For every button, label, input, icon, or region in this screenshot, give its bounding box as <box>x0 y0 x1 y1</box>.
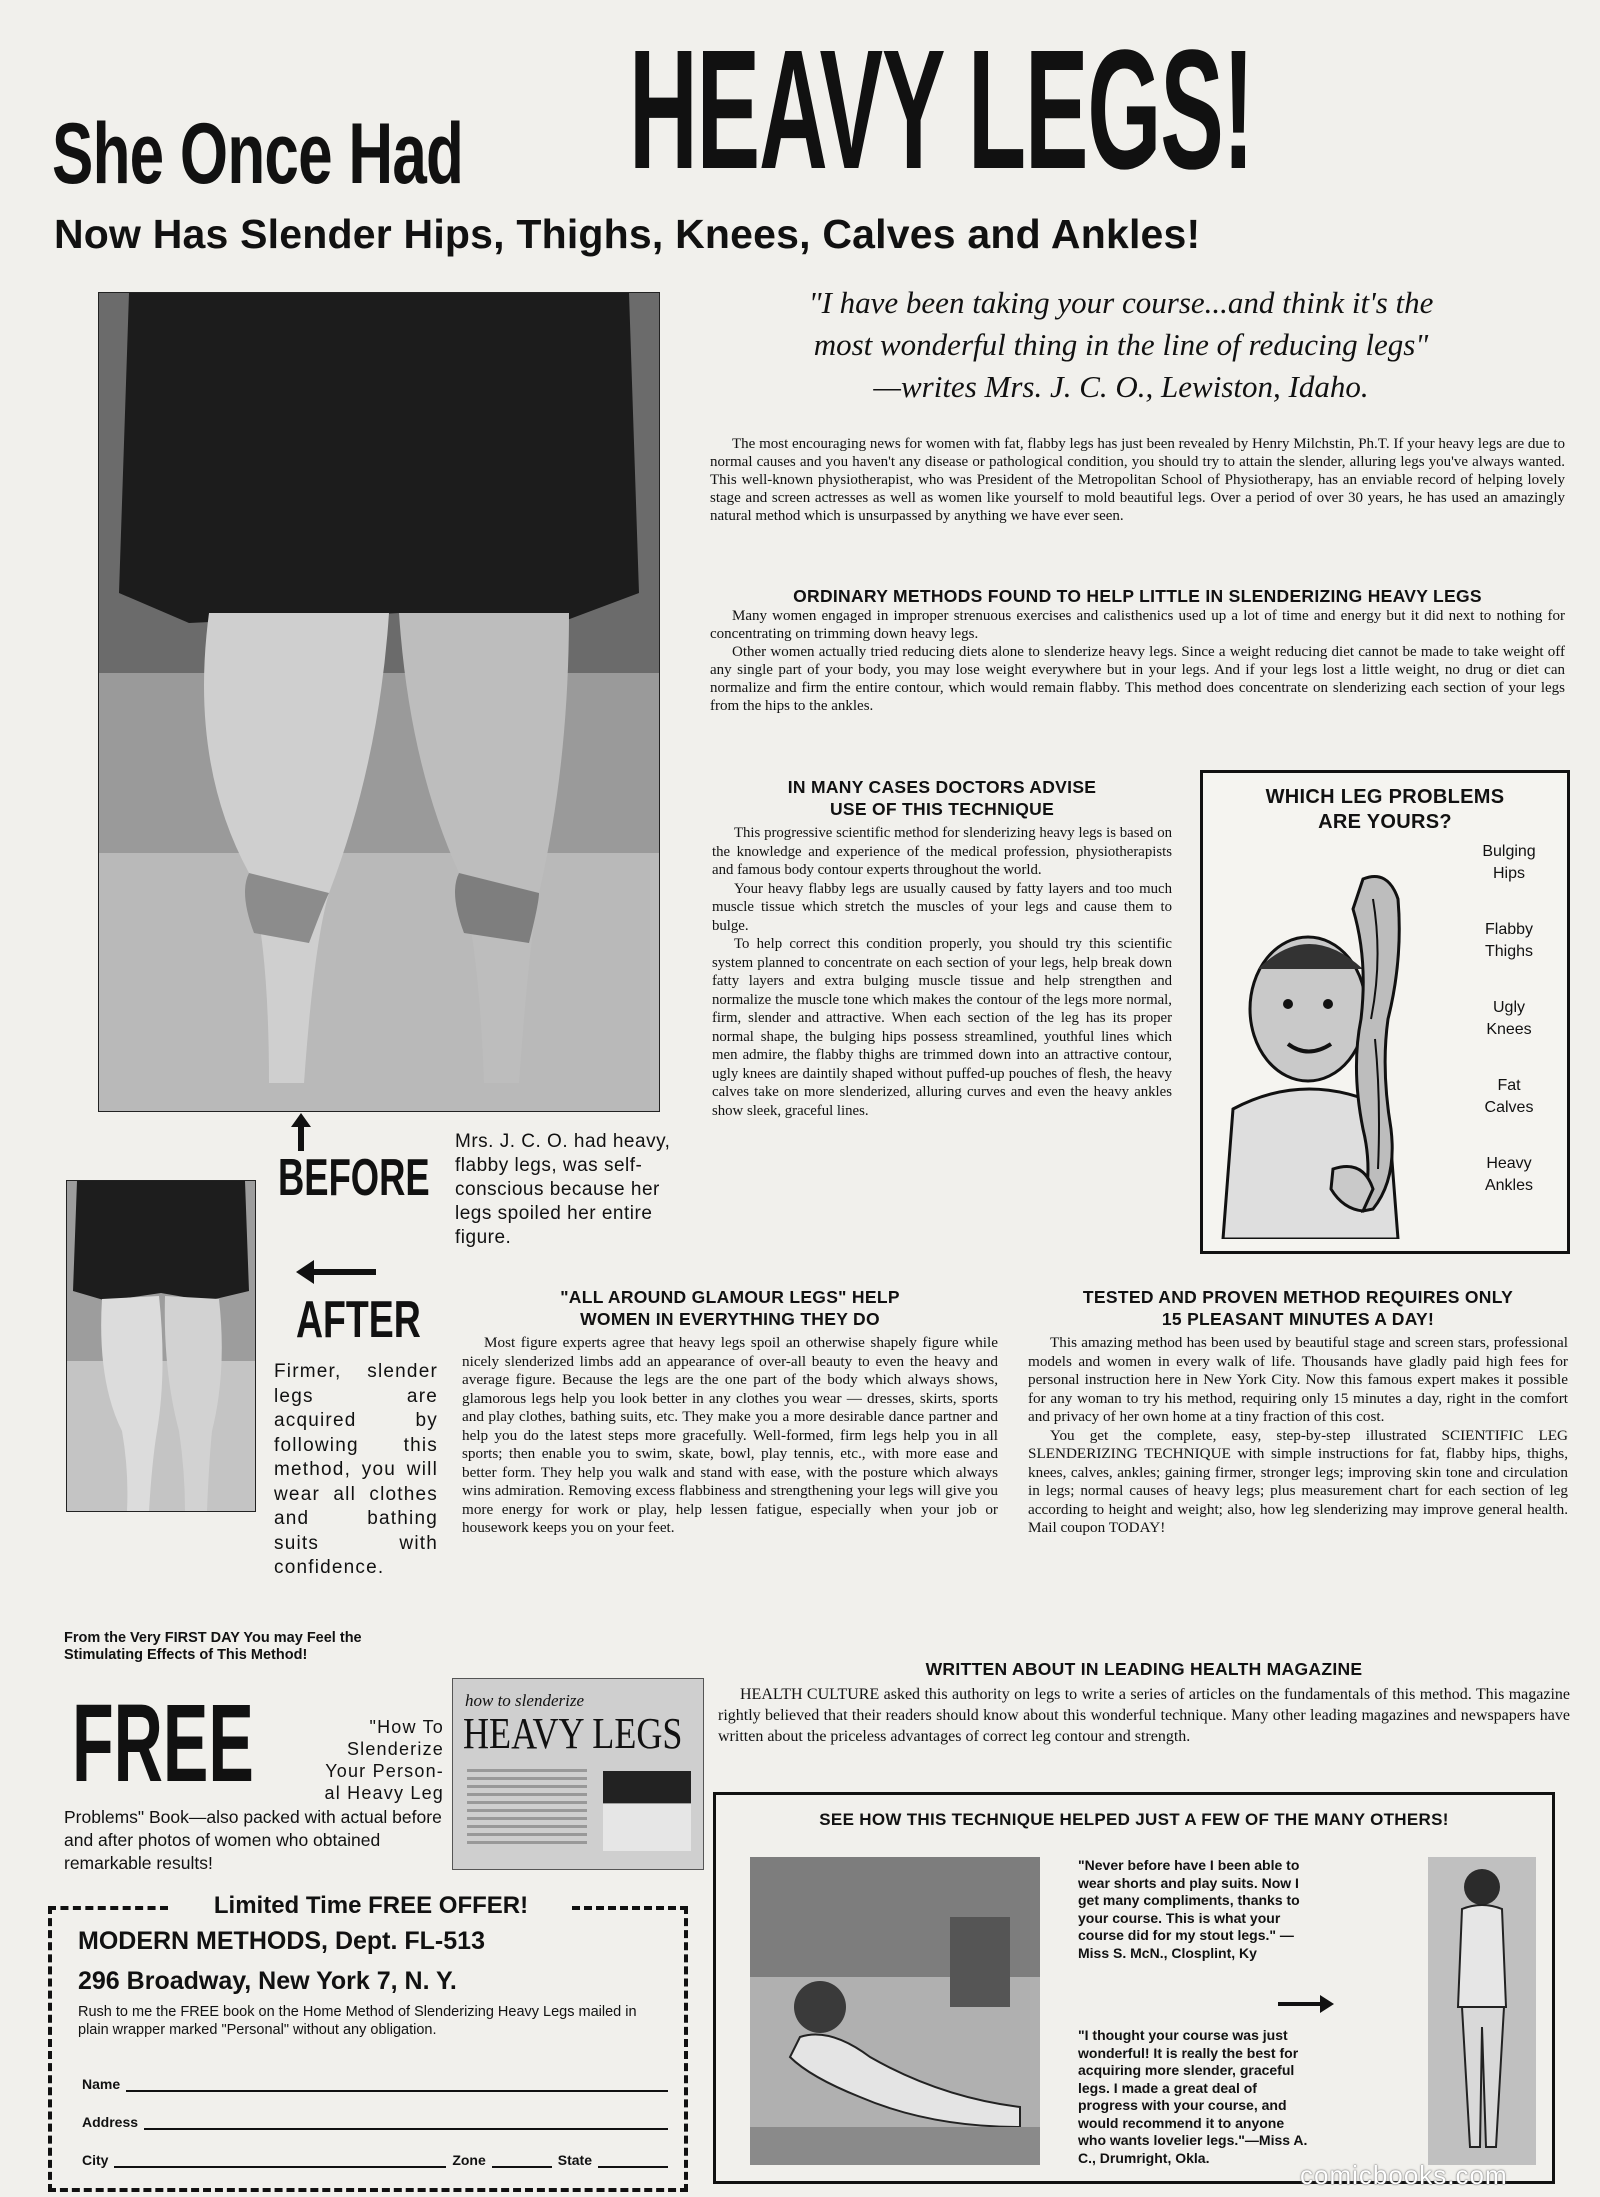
leg-problem-item: Heavy Ankles <box>1484 1155 1534 1194</box>
intro-paragraph: The most encouraging news for women with fat, flabby legs has just been revealed by Henry Milchstin, Ph.T. If your heavy legs are due to normal causes and you haven't any disease or pathological condition, you should try to attain the slender, alluring legs you've always wanted. This well-known physiotherapist, who was President of the Metropolitan School of Physiotherapy, has an enviable record of helping lovely stage and screen actresses as well as women like yourself to mold beautiful legs. Over a period of over 30 years, he has used an amazingly natural method which is unsurpassed by anything we have ever seen. <box>710 436 1565 524</box>
others-heading: SEE HOW THIS TECHNIQUE HELPED JUST A FEW OF THE MANY OTHERS! <box>819 1810 1449 1829</box>
others-quote-1: "Never before have I been able to wear shorts and play suits. Now I get many compliments, thanks to your course. This is what your course did for my stout legs." —Miss S. McN., Closplint, Ky <box>1078 1857 1300 1961</box>
quote-attribution: —writes Mrs. J. C. O., Lewiston, Idaho. <box>873 369 1369 404</box>
section-paragraph: To help correct this condition properly, you should try this scientific system planned to concentrate on each section of your legs, help break down fatty layers and extra bulging muscle tissue and help strengthen and normalize the muscle tone which makes the contour of the legs more normal, firm, slender and attractive. When each section of the leg has its proper normal shape, the bulging hips possess streamlined, youthful lines which men admire, the flabby thighs are trimmed down into an attractive contour, ugly knees are daintily shaped without puffed-up pouches of flesh, the heavy calves take on more slenderized, alluring curves and even the heavy ankles show sleek, graceful lines. <box>712 936 1172 1119</box>
headline <box>52 0 1572 257</box>
others-box <box>713 1792 1555 2184</box>
box-heading: WHICH LEG PROBLEMS <box>1265 786 1505 808</box>
intro-text <box>710 435 1565 525</box>
before-arrow-icon <box>291 1113 311 1151</box>
section-paragraph: You get the complete, easy, step-by-step illustrated SCIENTIFIC LEG SLENDERIZING TECHNIQUE with simple instructions for fat, flabby hips, thighs, knees, calves, ankles; gaining firmer, stronger legs; improving skin tone and circulation in legs; normal causes of heavy legs; plus measurement chart for each section of leg according to height and weight; also, how leg slenderizing may improve general health. Mail coupon TODAY! <box>1028 1426 1568 1536</box>
section-heading: USE OF THIS TECHNIQUE <box>829 799 1055 819</box>
name-field[interactable] <box>82 2076 668 2092</box>
book-photo <box>603 1771 691 1851</box>
legs-illustration-icon <box>99 293 659 1111</box>
testimonial-quote <box>676 282 1566 408</box>
section-heading: TESTED AND PROVEN METHOD REQUIRES ONLY <box>1082 1287 1514 1307</box>
headline-title: HEAVY LEGS! <box>629 15 1254 205</box>
coupon <box>48 1892 688 2192</box>
section-paragraph: HEALTH CULTURE asked this authority on legs to write a series of articles on the fundamentals of this method. This magazine rightly believed that their readers should know about this wonderful technique. Many other leading magazines and newspapers have written about the priceless advantages of correct leg contour and strength. <box>718 1686 1570 1745</box>
coupon-form <box>82 2066 668 2168</box>
free-book-title: "How To Slenderize Your Person- al Heavy Leg <box>324 1717 444 1803</box>
after-photo <box>66 1180 256 1512</box>
coupon-banner: Limited Time FREE OFFER! <box>213 1892 529 1919</box>
section-paragraph: Other women actually tried reducing diets alone to slenderize heavy legs. Since a weight reducing diet cannot be made to take weight off any single part of your body, you may lose weight everywhere but in your legs. And if your legs lost a little weight, no drug or diet can normalize and firm the entire contour, which would remain flabby. This method does concentrate on slenderizing each section of your legs from the hips to the ankles. <box>710 644 1565 714</box>
after-label: AFTER <box>296 1291 421 1349</box>
leg-problem-item: Ugly Knees <box>1486 999 1532 1038</box>
others-arrow-icon <box>1278 1995 1334 2013</box>
section-paragraph: Most figure experts agree that heavy legs spoil an otherwise shapely figure while nicely slenderized limbs add an appearance of over-all beauty to even the heavy and average figure. Because the legs are the one part of the body which always shows, glamorous legs help you look better in any clothes you wear — dresses, skirts, sports and play clothes, bathing suits, etc. They make you a more desirable dance partner and help you do the latest steps more gracefully. Well-formed, firm legs help you in all sports; then enable you to swim, skate, bowl, play tennis, etc., with more ease and better form. They help you walk and stand with ease, with the posture which always wins admiration. Removing excess flabbiness and strengthening your legs will give you more energy for work or play, help lessen fatigue, especially when your job or housework keeps you on your feet. <box>462 1334 998 1536</box>
coupon-company: MODERN METHODS, Dept. FL-513 <box>78 1927 485 1955</box>
slender-legs-icon <box>67 1181 255 1511</box>
zone-label: Zone <box>452 2152 486 2168</box>
before-caption: Mrs. J. C. O. had heavy, flabby legs, was self-conscious because her legs spoiled her entire figure. <box>455 1131 671 1248</box>
section-paragraph: This progressive scientific method for slenderizing heavy legs is based on the knowledge and experience of the medical profession, physiotherapists and famous body contour experts throughout the world. <box>712 825 1172 878</box>
doctor-with-leg-model-icon <box>1213 839 1453 1239</box>
leg-problem-item: Flabby Thighs <box>1484 921 1534 960</box>
free-book-description: Problems" Book—also packed with actual before and after photos of women who obtained remarkable results! <box>64 1807 442 1873</box>
address-label: Address <box>82 2114 139 2130</box>
coupon-banner-left <box>48 1906 168 1910</box>
city-label: City <box>82 2152 109 2168</box>
before-photo <box>98 292 660 1112</box>
after-arrow-icon <box>296 1260 376 1284</box>
leg-problem-item: Bulging Hips <box>1482 843 1536 882</box>
quote-line: "I have been taking your course...and think it's the <box>808 285 1434 320</box>
doctors-section <box>712 776 1172 1120</box>
section-paragraph: Many women engaged in improper strenuous exercises and calisthenics used up a lot of time and energy but it did next to nothing for concentrating on trimming down heavy legs. <box>710 608 1565 642</box>
section-heading: WRITTEN ABOUT IN LEADING HEALTH MAGAZINE <box>925 1659 1363 1679</box>
section-heading: ORDINARY METHODS FOUND TO HELP LITTLE IN SLENDERIZING HEAVY LEGS <box>793 586 1482 606</box>
section-paragraph: Your heavy flabby legs are usually caused by fatty layers and too much muscle tissue which stretch the muscles of your legs and cause them to bulge. <box>712 880 1172 934</box>
coupon-text: Rush to me the FREE book on the Home Method of Slenderizing Heavy Legs mailed in plain wrapper marked "Personal" without any obligation. <box>78 2004 637 2038</box>
section-paragraph: This amazing method has been used by beautiful stage and screen stars, professional models and women in every walk of life. Thousands have gladly paid high fees for personal instruction here in New York City. Now this famous expert makes it possible for any woman to try his method, requiring only 15 minutes a day, right in the comfort and privacy of her own home at a tiny fraction of this cost. <box>1028 1334 1568 1425</box>
headline-subtitle: Now Has Slender Hips, Thighs, Knees, Calves and Ankles! <box>54 211 1201 257</box>
free-word: FREE <box>72 1682 254 1805</box>
state-label: State <box>557 2152 592 2168</box>
first-day-note: From the Very FIRST DAY You may Feel the Stimulating Effects of This Method! <box>64 1630 362 1663</box>
watermark: comicbooks.com <box>1300 2160 1508 2190</box>
book-cover-title: HEAVY LEGS <box>463 1709 683 1758</box>
book-cover <box>452 1678 704 1870</box>
quote-line: most wonderful thing in the line of reducing legs" <box>813 327 1429 362</box>
book-text-block <box>467 1769 587 1849</box>
headline-prefix: She Once Had <box>52 106 464 202</box>
ordinary-methods-section <box>710 585 1565 715</box>
health-culture-section <box>718 1658 1570 1747</box>
leg-problems-box <box>1200 770 1570 1254</box>
after-caption: Firmer, slender legs are acquired by following this method, you will wear all clothes and bathing suits with confidence. <box>274 1361 438 1578</box>
before-label: BEFORE <box>278 1149 430 1207</box>
glamour-section <box>462 1286 998 1538</box>
leg-problem-item: Fat Calves <box>1484 1077 1534 1116</box>
box-heading: ARE YOURS? <box>1318 811 1452 833</box>
standing-woman-photo <box>1428 1857 1536 2165</box>
section-heading: WOMEN IN EVERYTHING THEY DO <box>580 1309 880 1329</box>
others-quote-2: "I thought your course was just wonderful! It is really the best for acquiring more slender, graceful legs. I made a great deal of progress with your course, and would recommend it to anyone who wants lovelier legs."—Miss A. C., Drumright, Okla. <box>1078 2027 1308 2166</box>
section-heading: 15 PLEASANT MINUTES A DAY! <box>1161 1309 1435 1329</box>
city-zone-state-field[interactable] <box>82 2152 668 2168</box>
coupon-address: 296 Broadway, New York 7, N. Y. <box>78 1967 457 1995</box>
tested-section <box>1028 1286 1568 1538</box>
book-cover-small: how to slenderize <box>465 1691 584 1710</box>
section-heading: IN MANY CASES DOCTORS ADVISE <box>787 777 1097 797</box>
reclining-woman-photo <box>750 1857 1040 2165</box>
section-heading: "ALL AROUND GLAMOUR LEGS" HELP <box>560 1287 900 1307</box>
coupon-banner-right <box>572 1906 688 1910</box>
address-field[interactable] <box>82 2114 668 2130</box>
leg-problem-list <box>1457 841 1561 1197</box>
name-label: Name <box>82 2076 121 2092</box>
